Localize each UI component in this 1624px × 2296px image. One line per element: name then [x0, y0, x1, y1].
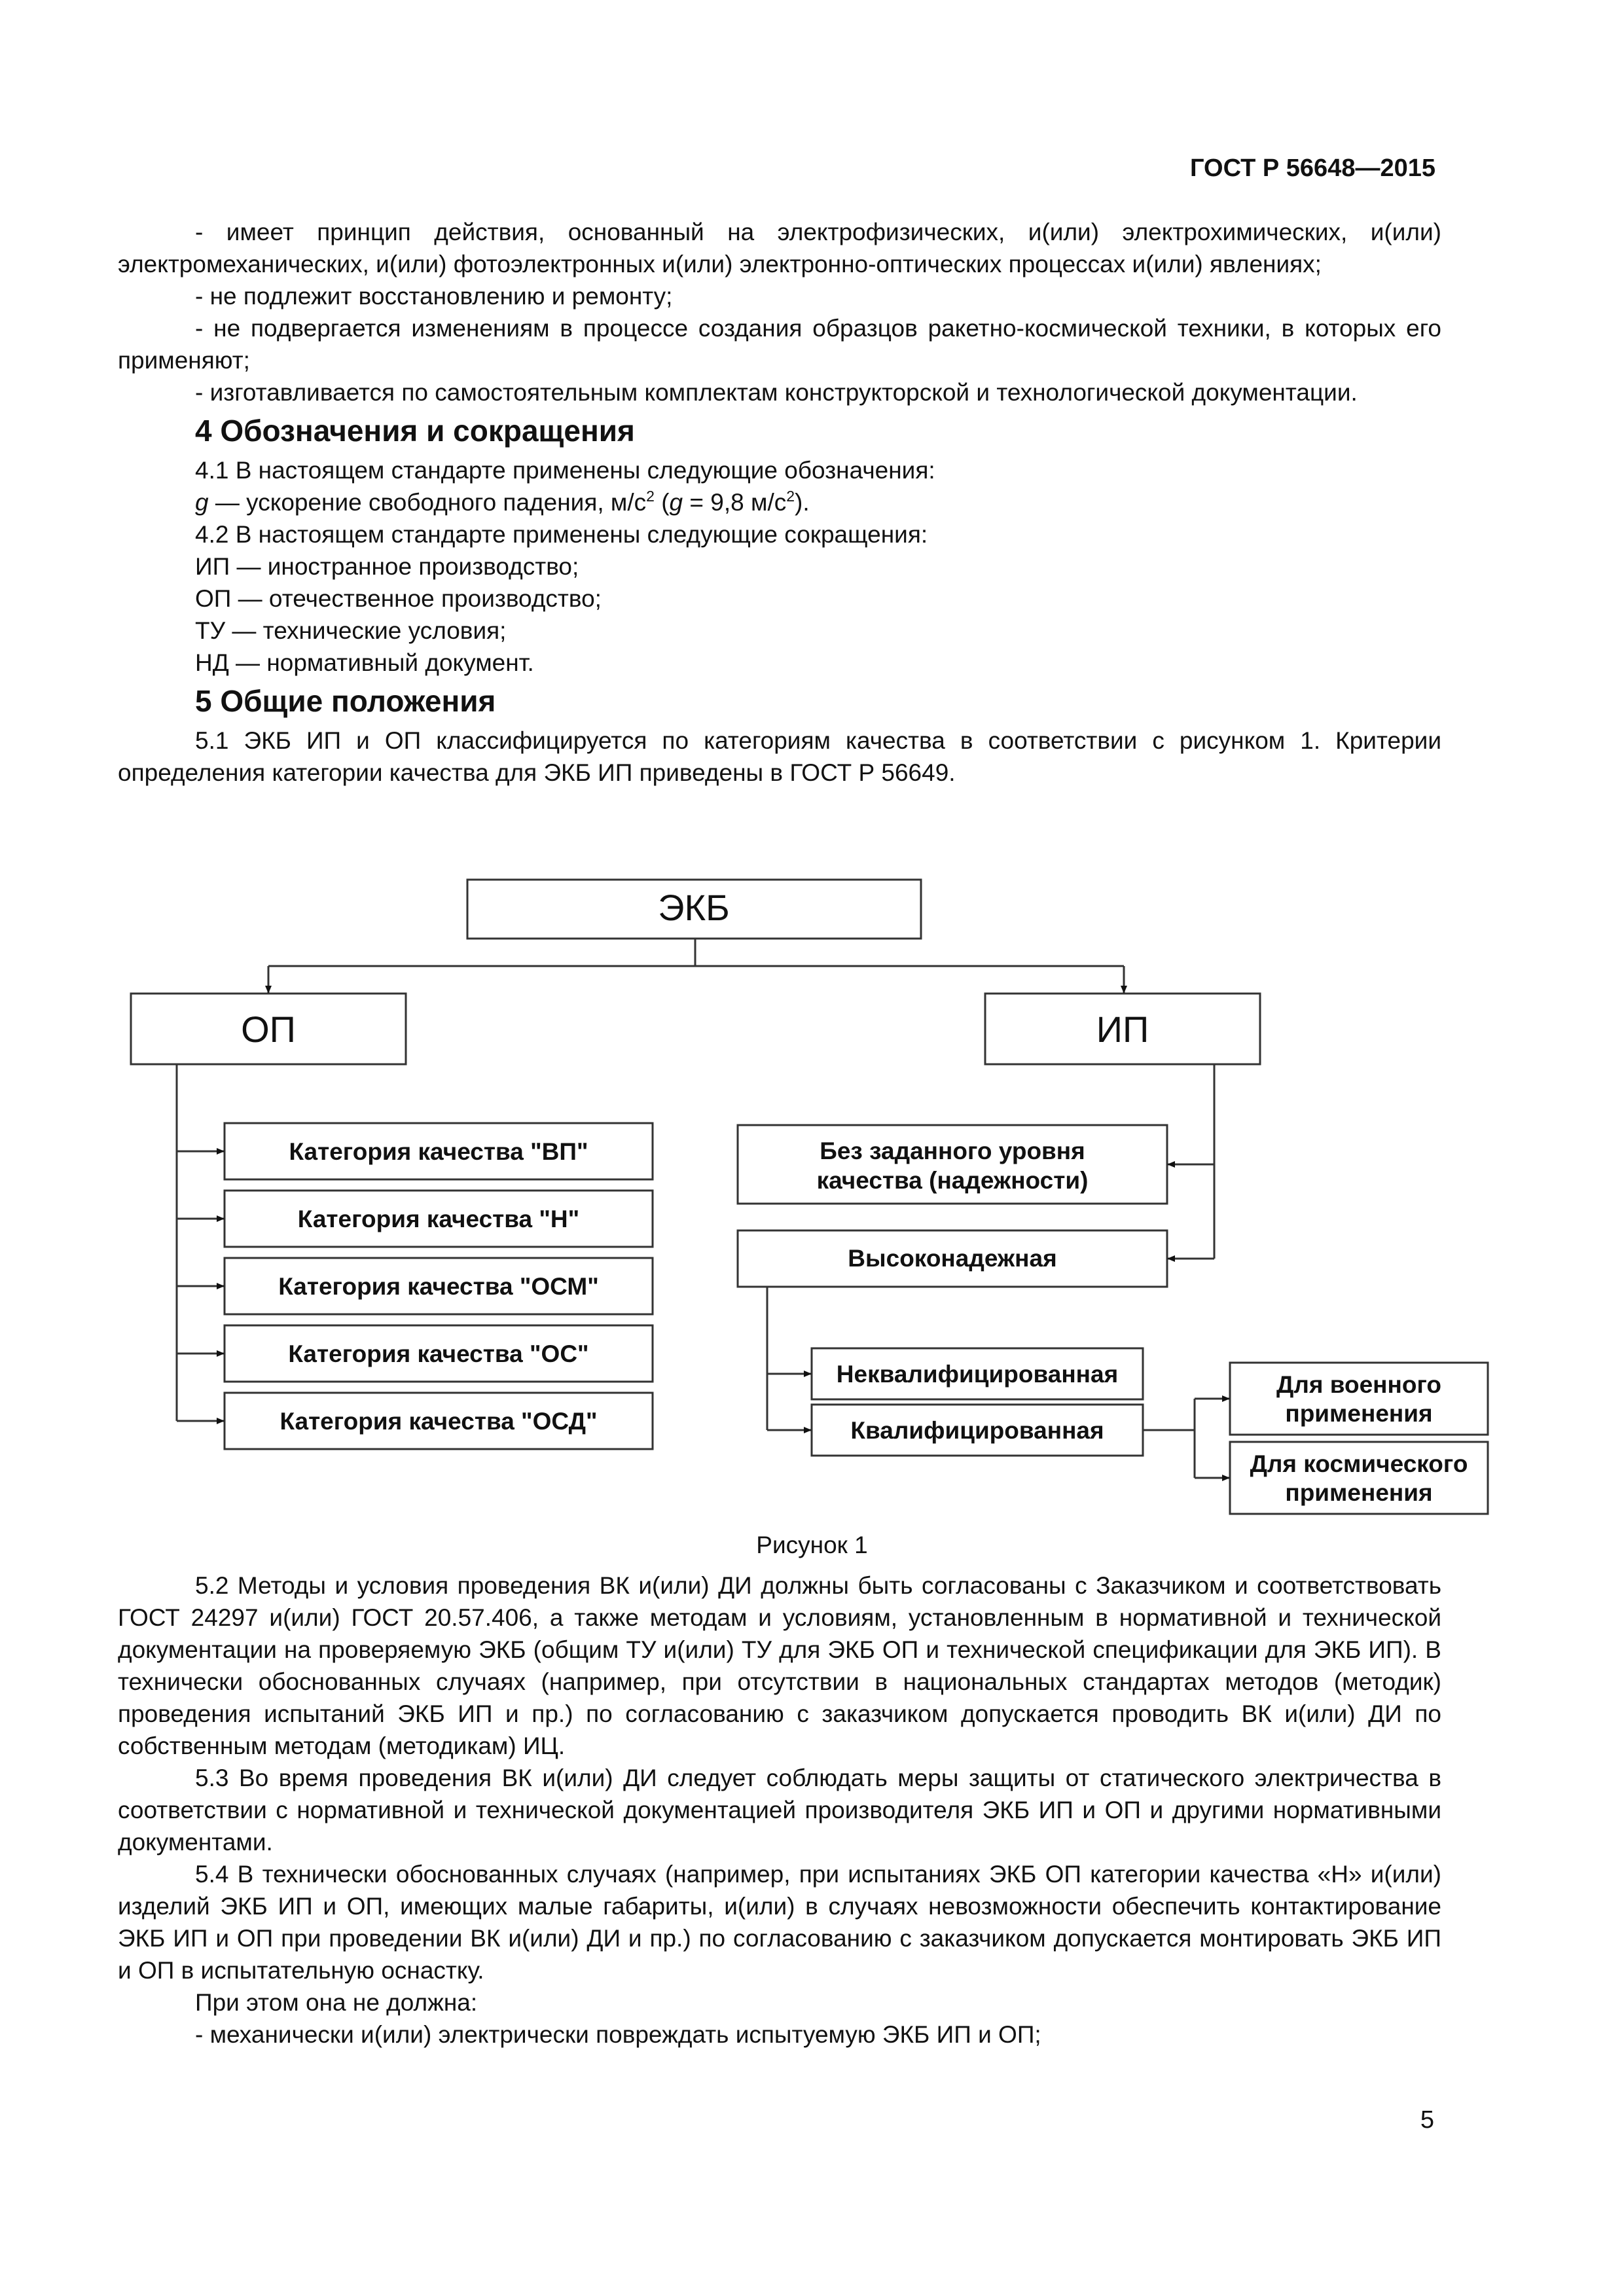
intro-item-4: - изготавливается по самостоятельным комплектам конструкторской и технологической документации. [195, 379, 1358, 406]
para-5-2: 5.2 Методы и условия проведения ВК и(или) ДИ должны быть согласованы с Заказчиком и соответствовать ГОСТ 24297 и(или) ГОСТ 20.57.406, а также методам и условиям, установленным в нормативной и технической документации на проверяемую ЭКБ (общим ТУ и(или) ТУ для ЭКБ ОП и технической спецификации для ЭКБ ИП). В технически обоснованных случаях (например, при отсутствии в национальных стандартах методов (методик) проведения испытаний ЭКБ ИП и пр.) по согласованию с заказчиком допускается проводить ВК и(или) ДИ по собственным методам (методикам) ИЦ. [118, 1572, 1441, 1759]
g-symbol: g [195, 489, 209, 516]
g-paren-open: ( [654, 489, 670, 516]
label-op-vp: Категория качества "ВП" [289, 1138, 588, 1165]
abbr-tu: ТУ — технические условия; [195, 617, 507, 644]
lower-text [118, 1570, 1441, 2051]
g-paren-close: ). [795, 489, 810, 516]
para-restriction-1: - механически и(или) электрически повреждать испытуемую ЭКБ ИП и ОП; [195, 2021, 1041, 2048]
para-5-4: 5.4 В технически обоснованных случаях (например, при испытаниях ЭКБ ОП категории качества «Н» и(или) изделий ЭКБ ИП и ОП, имеющих малые габариты, и(или) в случаях невозможности обеспечить контактирование ЭКБ ИП и ОП при проведении ВК и(или) ДИ и пр.) по согласованию с заказчиком допускается монтировать ЭКБ ИП и ОП в испытательную оснастку. [118, 1861, 1441, 1984]
figure-caption: Рисунок 1 [756, 1532, 868, 1558]
g-symbol-2: g [669, 489, 683, 516]
para-4-2: 4.2 В настоящем стандарте применены следующие сокращения: [195, 521, 928, 548]
abbr-ip: ИП — иностранное производство; [195, 553, 579, 580]
document-header: ГОСТ Р 56648—2015 [1190, 154, 1435, 182]
label-op-osd: Категория качества "ОСД" [280, 1408, 598, 1435]
label-ip: ИП [1096, 1009, 1149, 1050]
label-op-osm: Категория качества "ОСМ" [278, 1273, 599, 1300]
label-ekb: ЭКБ [658, 887, 730, 928]
label-ip-qualified: Квалифицированная [850, 1417, 1104, 1444]
section-4-title: 4 Обозначения и сокращения [195, 414, 635, 448]
intro-item-2: - не подлежит восстановлению и ремонту; [195, 283, 673, 310]
intro-item-3: - не подвергается изменениям в процессе создания образцов ракетно-космической техники, в которых его применяют; [118, 315, 1441, 374]
abbr-nd: НД — нормативный документ. [195, 649, 534, 676]
label-op-os: Категория качества "ОС" [288, 1340, 589, 1367]
label-ip-military-2: применения [1285, 1400, 1433, 1427]
label-op: ОП [241, 1009, 296, 1050]
section-5-title: 5 Общие положения [195, 684, 496, 718]
g-definition: — ускорение свободного падения, м/с [208, 489, 647, 516]
label-ip-military-1: Для военного [1276, 1371, 1441, 1398]
para-5-1: 5.1 ЭКБ ИП и ОП классифицируется по категориям качества в соответствии с рисунком 1. Критерии определения категории качества для ЭКБ ИП приведены в ГОСТ Р 56649. [118, 727, 1441, 786]
label-ip-no-level-2: качества (надежности) [816, 1167, 1089, 1194]
para-restrictions-intro: При этом она не должна: [195, 1989, 478, 2016]
label-ip-space-1: Для космического [1250, 1450, 1468, 1477]
g-value-sup: 2 [786, 488, 795, 505]
abbr-op: ОП — отечественное производство; [195, 585, 602, 612]
label-ip-unqualified: Неквалифицированная [836, 1361, 1119, 1388]
label-op-n: Категория качества "Н" [297, 1206, 580, 1232]
g-unit-sup: 2 [646, 488, 655, 505]
page-number: 5 [1420, 2106, 1434, 2134]
label-ip-no-level-1: Без заданного уровня [820, 1138, 1085, 1164]
intro-item-1: - имеет принцип действия, основанный на электрофизических, и(или) электрохимических, и(или) электромеханических, и(или) фотоэлектронных и(или) электронно-оптических процессах и(или) явлениях; [118, 219, 1441, 278]
label-ip-high: Высоконадежная [848, 1245, 1057, 1272]
para-4-1: 4.1 В настоящем стандарте применены следующие обозначения: [195, 457, 935, 484]
para-5-3: 5.3 Во время проведения ВК и(или) ДИ следует соблюдать меры защиты от статического электричества в соответствии с нормативной и технической документацией производителя ЭКБ ИП и ОП и другими нормативными документами. [118, 1765, 1441, 1856]
label-ip-space-2: применения [1285, 1479, 1433, 1506]
g-value: = 9,8 м/с [683, 489, 787, 516]
